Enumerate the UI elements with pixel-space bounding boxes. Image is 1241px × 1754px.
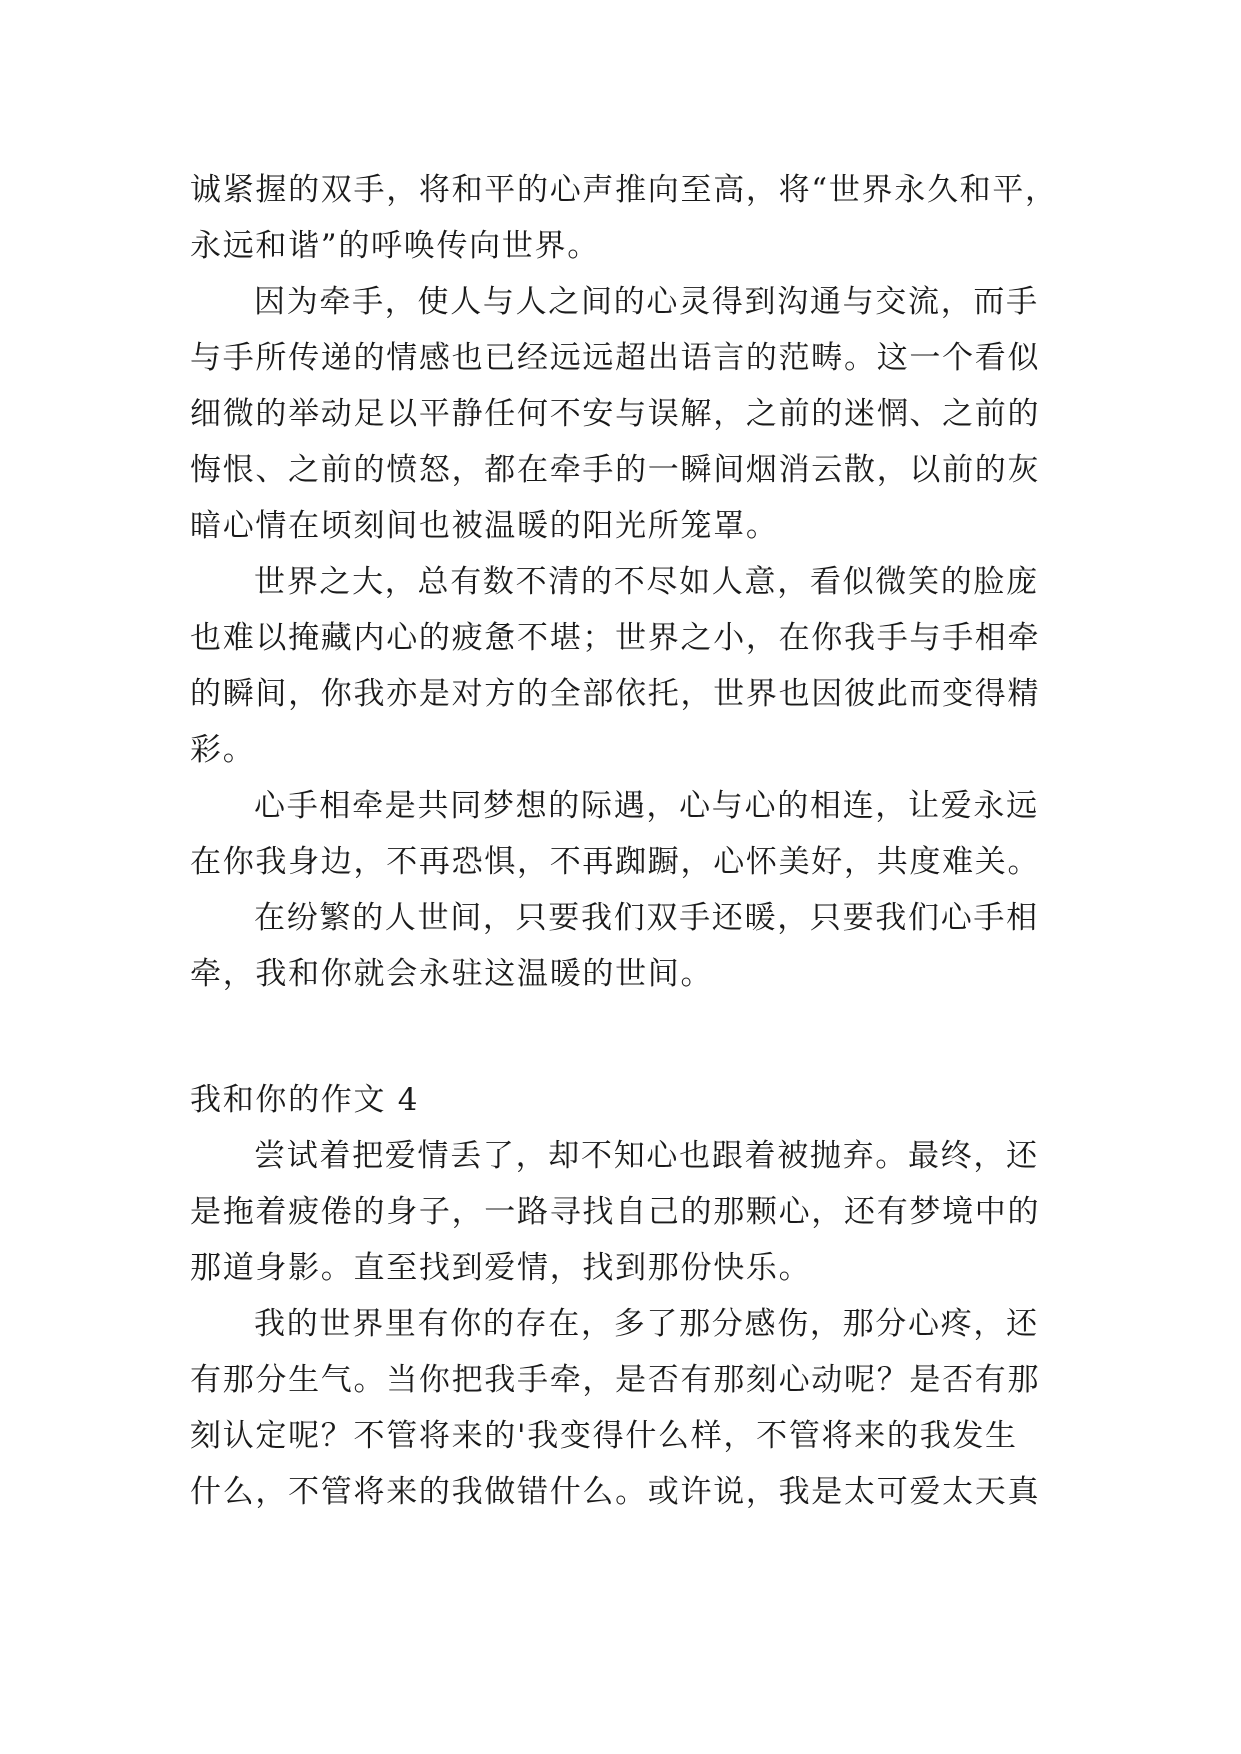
text-line: 刻认定呢？不管将来的'我变得什么样，不管将来的我发生	[190, 1418, 1018, 1454]
text-line: 在你我身边，不再恐惧，不再踟蹰，心怀美好，共度难关。	[190, 844, 1041, 880]
section-heading: 我和你的作文 4	[190, 1082, 420, 1118]
text-line: 也难以掩藏内心的疲惫不堪；世界之小，在你我手与手相牵	[190, 620, 1041, 656]
text-line: 细微的举动足以平静任何不安与误解，之前的迷惘、之前的	[190, 396, 1041, 432]
text-line: 牵，我和你就会永驻这温暖的世间。	[190, 956, 714, 992]
paragraph-first-line: 我的世界里有你的存在，多了那分感伤，那分心疼，还	[254, 1306, 1039, 1342]
text-line: 暗心情在顷刻间也被温暖的阳光所笼罩。	[190, 508, 779, 544]
text-line: 悔恨、之前的愤怒，都在牵手的一瞬间烟消云散，以前的灰	[190, 452, 1041, 488]
text-line: 那道身影。直至找到爱情，找到那份快乐。	[190, 1250, 812, 1286]
text-line: 什么，不管将来的我做错什么。或许说，我是太可爱太天真	[190, 1474, 1041, 1510]
paragraph-first-line: 尝试着把爱情丢了，却不知心也跟着被抛弃。最终，还	[254, 1138, 1039, 1174]
text-line: 彩。	[190, 732, 256, 768]
text-line: 与手所传递的情感也已经远远超出语言的范畴。这一个看似	[190, 340, 1041, 376]
paragraph-first-line: 世界之大，总有数不清的不尽如人意，看似微笑的脸庞	[254, 564, 1039, 600]
text-line: 的瞬间，你我亦是对方的全部依托，世界也因彼此而变得精	[190, 676, 1041, 712]
text-line: 永远和谐”的呼唤传向世界。	[190, 228, 600, 264]
text-line: 有那分生气。当你把我手牵，是否有那刻心动呢？是否有那	[190, 1362, 1041, 1398]
text-line: 是拖着疲倦的身子，一路寻找自己的那颗心，还有梦境中的	[190, 1194, 1041, 1230]
paragraph-first-line: 因为牵手，使人与人之间的心灵得到沟通与交流，而手	[254, 284, 1039, 320]
paragraph-first-line: 在纷繁的人世间，只要我们双手还暖，只要我们心手相	[254, 900, 1039, 936]
text-line: 诚紧握的双手，将和平的心声推向至高，将“世界永久和平，	[190, 172, 1058, 208]
paragraph-first-line: 心手相牵是共同梦想的际遇，心与心的相连，让爱永远	[254, 788, 1039, 824]
